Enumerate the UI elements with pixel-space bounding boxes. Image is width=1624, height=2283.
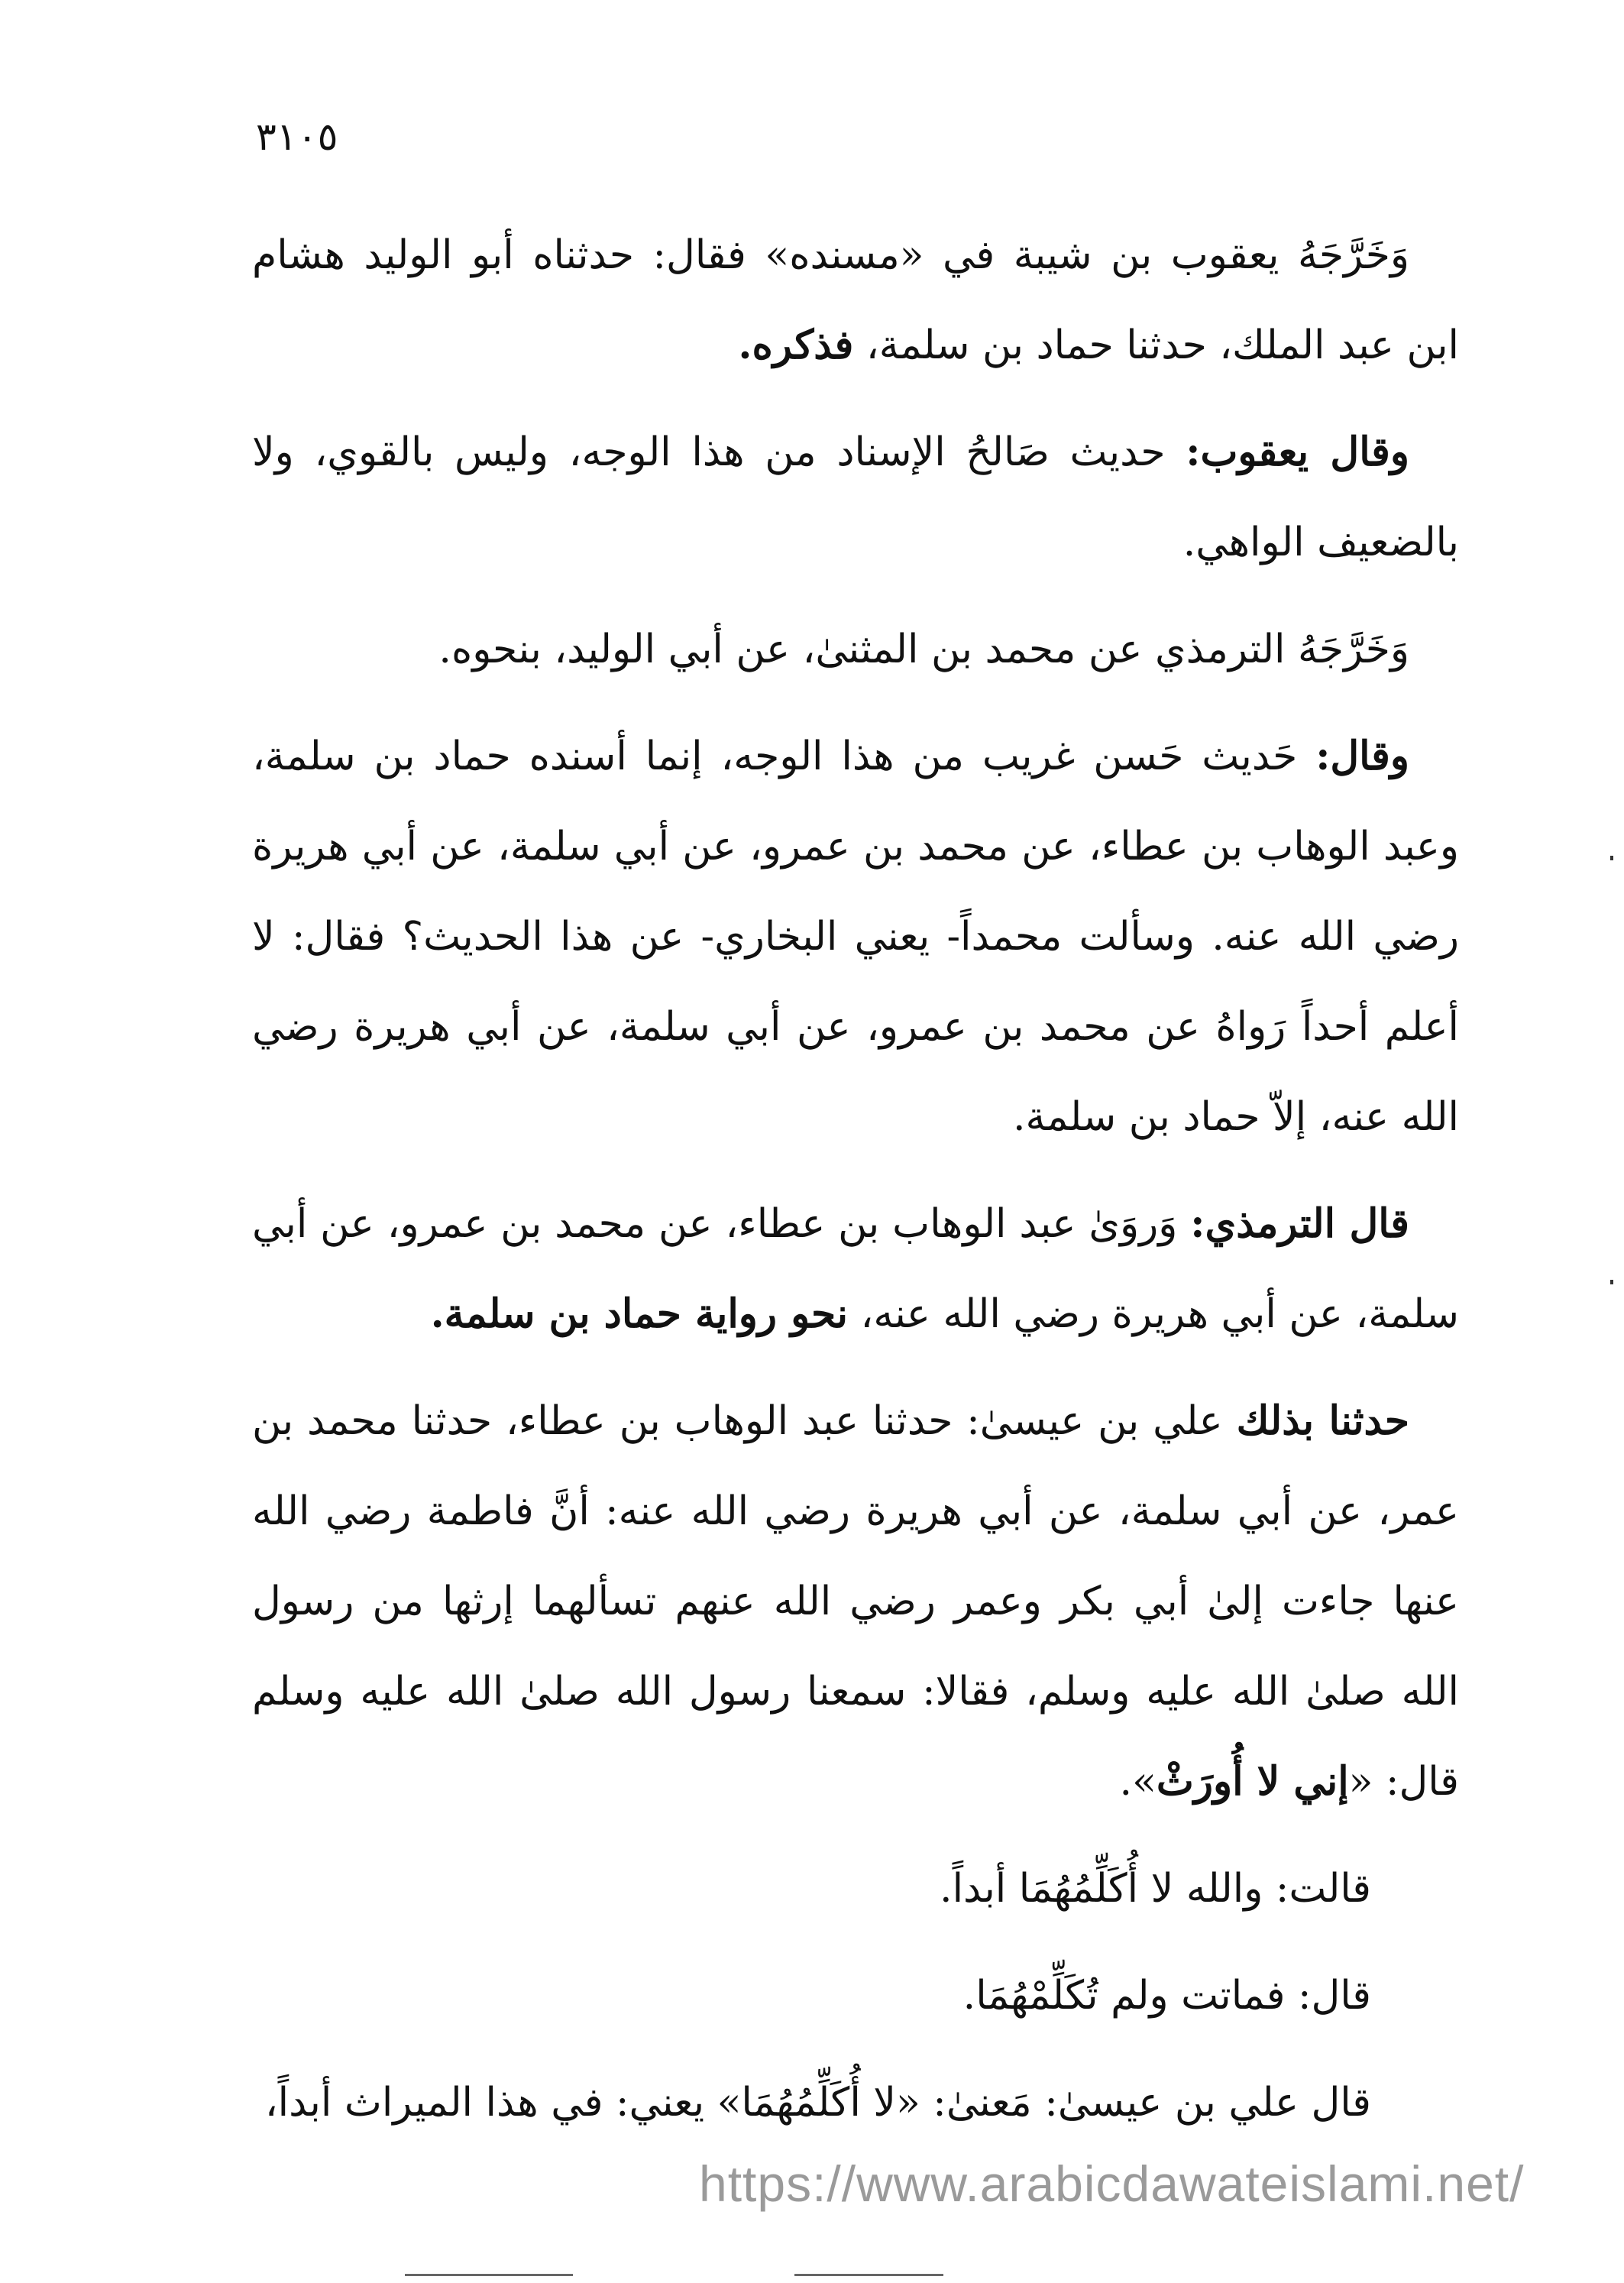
page-number: ٣١٠٥: [256, 115, 338, 159]
paragraph-text: حَديث حَسن غريب من هذا الوجه، إنما أسنده حماد بن سلمة، وعبد الوهاب بن عطاء، عن محمد بن عمرو، عن أبي سلمة، عن أبي هريرة رضي الله عنه. وسألت محمداً- يعني البخاري- عن هذا الحديث؟ فقال: لا أعلم أحداً رَواهُ عن محمد بن عمرو، عن أبي سلمة، عن أبي هريرة رضي الله عنه، إلاّ حماد بن سلمة.: [252, 733, 1459, 1140]
paragraph-2: [252, 407, 1459, 588]
paragraph-lead: وقال يعقوب:: [1186, 429, 1410, 475]
footer-rule: [794, 2274, 943, 2276]
paragraph-bold: فذكره.: [738, 322, 854, 368]
paragraph-5: [252, 1179, 1459, 1359]
paragraph-text: حديث صَالحُ الإسناد من هذا الوجه، وليس بالقوي، ولا بالضعيف الواهي.: [252, 429, 1459, 565]
paragraph-6: [252, 1376, 1459, 1827]
paragraph-text: وَخَرَّجَهُ يعقوب بن شيبة في «مسنده» فقال: حدثناه أبو الوليد هشام ابن عبد الملك، حدثنا حماد بن سلمة،: [252, 232, 1459, 368]
paragraph-1: [252, 210, 1459, 390]
scan-edge-mark: [1610, 856, 1613, 860]
paragraph-text: قال علي بن عيسىٰ: مَعنىٰ: «لا أُكَلِّمُهُمَا» يعني: في هذا الميراث أبداً،: [264, 2080, 1371, 2126]
paragraph-text: قالت: والله لا أُكَلِّمُهُمَا أبداً.: [940, 1866, 1371, 1912]
paragraph-lead: حدثنا بذلك: [1236, 1397, 1409, 1444]
scan-edge-mark: [1610, 1280, 1613, 1284]
paragraph-text: وَخَرَّجَهُ الترمذي عن محمد بن المثنىٰ، عن أبي الوليد، بنحوه.: [438, 627, 1409, 672]
paragraph-tail: ».: [1119, 1759, 1157, 1805]
paragraph-4: [252, 711, 1459, 1162]
document-body: [252, 210, 1459, 2165]
paragraph-text: وَروَىٰ عبد الوهاب بن عطاء، عن محمد بن عمرو، عن أبي سلمة، عن أبي هريرة رضي الله عنه،: [252, 1201, 1459, 1337]
paragraph-lead: وقال:: [1315, 733, 1409, 779]
paragraph-9: [252, 2058, 1459, 2148]
paragraph-bold: نحو رواية حماد بن سلمة.: [430, 1290, 849, 1337]
paragraph-bold: إني لا أُورَثْ: [1156, 1758, 1349, 1805]
paragraph-7: [252, 1844, 1459, 1934]
paragraph-text: علي بن عيسىٰ: حدثنا عبد الوهاب بن عطاء، حدثنا محمد بن عمر، عن أبي سلمة، عن أبي هريرة رضي الله عنه: أنَّ فاطمة رضي الله عنها جاءت إلىٰ أبي بكر وعمر رضي الله عنهم تسألهما إرثها من رسول الله صلىٰ الله عليه وسلم، فقالا: سمعنا رسول الله صلىٰ الله عليه وسلم قال: «: [252, 1398, 1459, 1805]
paragraph-text: قال: فماتت ولم تُكَلِّمْهُمَا.: [962, 1973, 1371, 2019]
footer-rule: [405, 2274, 573, 2276]
paragraph-lead: قال الترمذي:: [1190, 1200, 1409, 1247]
paragraph-8: [252, 1951, 1459, 2041]
watermark-url: https://www.arabicdawateislami.net/: [699, 2155, 1525, 2212]
paragraph-3: [252, 604, 1459, 695]
